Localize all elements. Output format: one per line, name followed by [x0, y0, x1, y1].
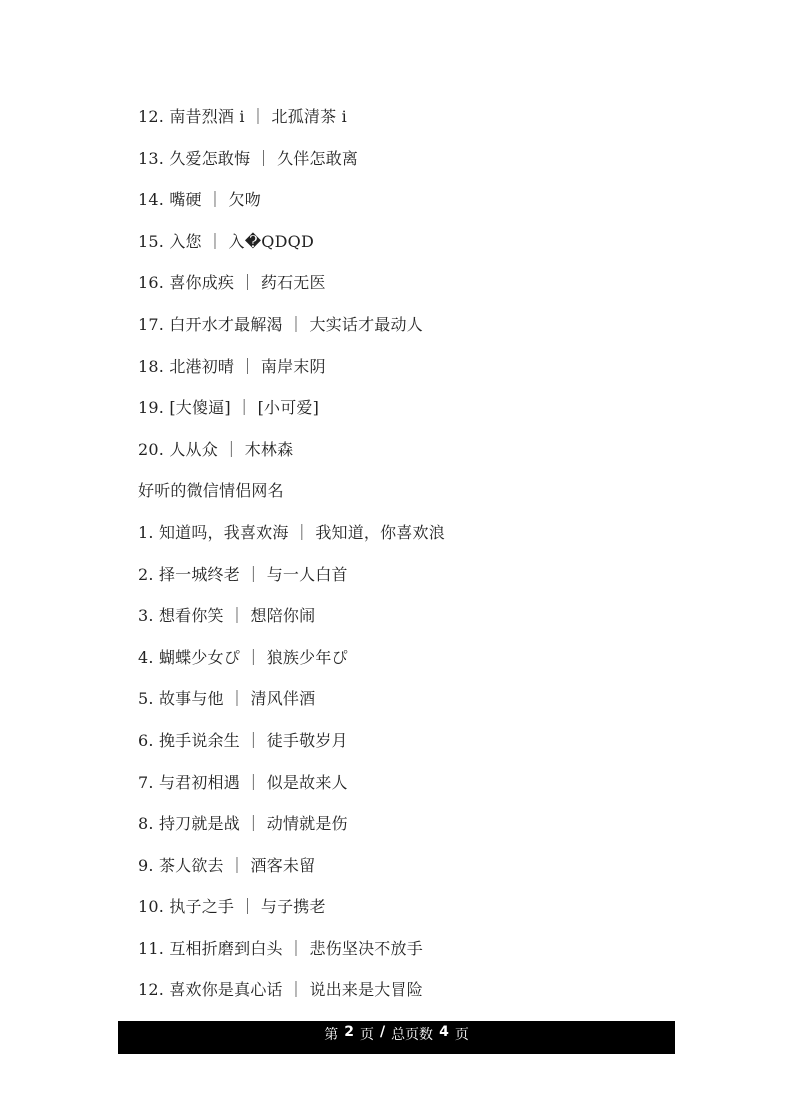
total-page-number: 4	[439, 1024, 449, 1040]
text-line: 5. 故事与他 ｜ 清风伴酒	[138, 689, 316, 709]
footer-slash: /	[379, 1024, 386, 1040]
text-line: 7. 与君初相遇 ｜ 似是故来人	[138, 772, 348, 792]
text-line: 1. 知道吗，我喜欢海 ｜ 我知道，你喜欢浪	[138, 522, 445, 542]
text-line: 14. 嘴硬 ｜ 欠吻	[138, 190, 261, 210]
text-line: 19. [大傻逼] ｜ [小可爱]	[138, 398, 320, 418]
text-line: 13. 久爱怎敢悔 ｜ 久伴怎敢离	[138, 148, 359, 168]
footer-prefix: 第	[324, 1027, 339, 1043]
text-line: 9. 茶人欲去 ｜ 酒客未留	[138, 855, 316, 875]
footer-total-unit: 页	[454, 1027, 469, 1043]
text-line: 11. 互相折磨到白头 ｜ 悲伤坚决不放手	[138, 938, 423, 958]
text-line: 20. 人从众 ｜ 木林森	[138, 439, 294, 459]
section-heading: 好听的微信情侣网名	[138, 481, 284, 501]
text-line: 15. 入您 ｜ 入�QDQD	[138, 231, 315, 251]
text-line: 6. 挽手说余生 ｜ 徒手敬岁月	[138, 730, 348, 750]
text-line: 16. 喜你成疾 ｜ 药石无医	[138, 273, 326, 293]
footer-page-unit: 页	[359, 1027, 374, 1043]
page-footer	[118, 1021, 675, 1054]
text-line: 18. 北港初晴 ｜ 南岸末阴	[138, 356, 326, 376]
text-line: 2. 择一城终老 ｜ 与一人白首	[138, 564, 348, 584]
text-line: 8. 持刀就是战 ｜ 动情就是伤	[138, 814, 348, 834]
document-body	[138, 98, 738, 1013]
text-line: 12. 南昔烈酒 i ｜ 北孤清茶 i	[138, 107, 347, 126]
text-line: 3. 想看你笑 ｜ 想陪你闹	[138, 606, 316, 626]
text-line: 10. 执子之手 ｜ 与子携老	[138, 897, 326, 917]
text-line: 4. 蝴蝶少女ぴ ｜ 狼族少年ぴ	[138, 647, 348, 667]
footer-total-label: 总页数	[391, 1027, 434, 1043]
current-page-number: 2	[344, 1024, 354, 1040]
text-line: 17. 白开水才最解渴 ｜ 大实话才最动人	[138, 314, 423, 334]
text-line: 12. 喜欢你是真心话 ｜ 说出来是大冒险	[138, 980, 423, 1000]
